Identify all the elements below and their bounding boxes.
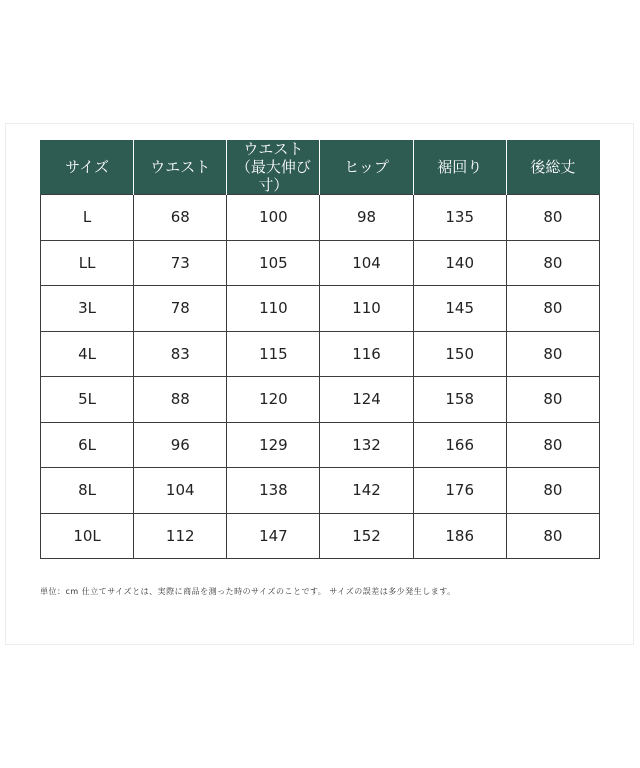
cell-waist: 112 (134, 513, 227, 559)
cell-back-length: 80 (506, 331, 599, 377)
cell-back-length: 80 (506, 422, 599, 468)
cell-waist-max: 100 (227, 195, 320, 241)
cell-hip: 104 (320, 240, 413, 286)
cell-back-length: 80 (506, 286, 599, 332)
size-chart-table (40, 140, 600, 559)
header-back-length: 後総丈 (506, 140, 599, 195)
cell-back-length: 80 (506, 468, 599, 514)
table-header-row (41, 140, 600, 195)
cell-waist: 104 (134, 468, 227, 514)
cell-back-length: 80 (506, 240, 599, 286)
table-row (41, 377, 600, 423)
cell-back-length: 80 (506, 377, 599, 423)
table-row (41, 468, 600, 514)
cell-size: 3L (41, 286, 134, 332)
cell-hem: 186 (413, 513, 506, 559)
cell-hem: 158 (413, 377, 506, 423)
cell-back-length: 80 (506, 513, 599, 559)
cell-size: 4L (41, 331, 134, 377)
cell-waist-max: 110 (227, 286, 320, 332)
cell-size: 5L (41, 377, 134, 423)
table-row (41, 422, 600, 468)
cell-size: 10L (41, 513, 134, 559)
cell-waist-max: 115 (227, 331, 320, 377)
cell-hem: 150 (413, 331, 506, 377)
cell-waist: 68 (134, 195, 227, 241)
table-row (41, 331, 600, 377)
cell-hem: 135 (413, 195, 506, 241)
cell-waist: 78 (134, 286, 227, 332)
table-row (41, 286, 600, 332)
cell-waist: 83 (134, 331, 227, 377)
header-size: サイズ (41, 140, 134, 195)
cell-size: 8L (41, 468, 134, 514)
cell-hip: 152 (320, 513, 413, 559)
cell-hem: 176 (413, 468, 506, 514)
cell-waist: 73 (134, 240, 227, 286)
cell-back-length: 80 (506, 195, 599, 241)
cell-waist-max: 105 (227, 240, 320, 286)
cell-hem: 140 (413, 240, 506, 286)
cell-hip: 124 (320, 377, 413, 423)
cell-waist-max: 129 (227, 422, 320, 468)
cell-hip: 132 (320, 422, 413, 468)
cell-waist-max: 138 (227, 468, 320, 514)
table-row (41, 240, 600, 286)
cell-waist-max: 120 (227, 377, 320, 423)
cell-hip: 110 (320, 286, 413, 332)
cell-size: LL (41, 240, 134, 286)
cell-hem: 166 (413, 422, 506, 468)
header-waist-max: ウエスト（最大伸び寸） (227, 140, 320, 195)
cell-hip: 98 (320, 195, 413, 241)
cell-hem: 145 (413, 286, 506, 332)
cell-hip: 116 (320, 331, 413, 377)
cell-size: L (41, 195, 134, 241)
measurement-note: 単位：cm 仕立てサイズとは、実際に商品を測った時のサイズのことです。 サイズの誤差は多少発生します。 (40, 587, 456, 596)
table-row (41, 513, 600, 559)
cell-waist-max: 147 (227, 513, 320, 559)
table-row (41, 195, 600, 241)
cell-waist: 96 (134, 422, 227, 468)
header-waist: ウエスト (134, 140, 227, 195)
header-hem: 裾回り (413, 140, 506, 195)
cell-hip: 142 (320, 468, 413, 514)
cell-waist: 88 (134, 377, 227, 423)
header-hip: ヒップ (320, 140, 413, 195)
cell-size: 6L (41, 422, 134, 468)
